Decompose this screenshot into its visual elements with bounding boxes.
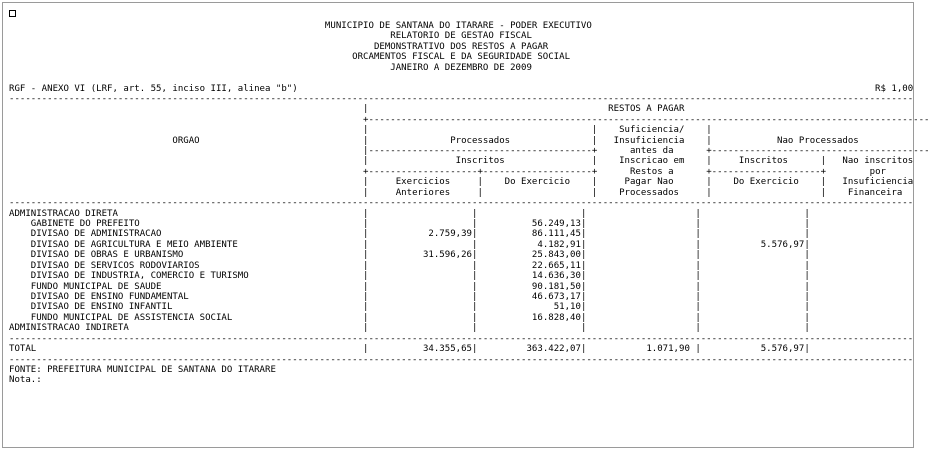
report-header-line: ORCAMENTOS FISCAL E DA SEGURIDADE SOCIAL bbox=[352, 52, 571, 63]
cell-do-exercicio: 22.665,11 bbox=[477, 260, 581, 271]
cell-np-inscritos bbox=[701, 229, 805, 239]
cell-do-exercicio: 25.843,00 bbox=[477, 250, 581, 261]
table-row-label: FUNDO MUNICIPAL DE ASSISTENCIA SOCIAL bbox=[9, 312, 364, 323]
cell-np-inscritos bbox=[701, 219, 805, 229]
report-sheet bbox=[2, 2, 930, 448]
table-row-label: GABINETE DO PREFEITO bbox=[9, 219, 364, 230]
cell-np-nao-inscritos bbox=[810, 292, 914, 302]
cell-do-exercicio: 90.181,50 bbox=[477, 281, 581, 292]
cell-suficiencia bbox=[586, 271, 690, 281]
cell-exercicios-anteriores bbox=[369, 323, 473, 333]
total-exercicios-anteriores: 34.355,65 bbox=[368, 344, 472, 355]
cell-exercicios-anteriores bbox=[369, 313, 473, 323]
footer-note: Nota.: bbox=[9, 375, 42, 386]
table-row-label: DIVISAO DE ENSINO FUNDAMENTAL bbox=[9, 291, 364, 302]
cell-suficiencia bbox=[586, 229, 690, 239]
total-do-exercicio: 363.422,07 bbox=[477, 344, 581, 355]
cell-np-nao-inscritos bbox=[810, 219, 914, 229]
table-row-label: DIVISAO DE AGRICULTURA E MEIO AMBIENTE bbox=[9, 239, 364, 250]
cell-suficiencia bbox=[586, 261, 690, 271]
table-row-label: ADMINISTRACAO DIRETA bbox=[9, 208, 364, 219]
cell-exercicios-anteriores bbox=[369, 271, 473, 281]
cell-np-nao-inscritos bbox=[810, 313, 914, 323]
cell-suficiencia bbox=[586, 209, 690, 219]
cell-do-exercicio: 86.111,45 bbox=[477, 229, 581, 240]
table-row-label: DIVISAO DE ENSINO INFANTIL bbox=[9, 302, 364, 313]
cell-suficiencia bbox=[586, 219, 690, 229]
table-row-label: ADMINISTRACAO INDIRETA bbox=[9, 323, 364, 334]
currency-label: R$ 1,00 bbox=[875, 83, 914, 94]
cell-np-nao-inscritos bbox=[810, 323, 914, 333]
cell-np-nao-inscritos bbox=[810, 302, 914, 312]
cell-exercicios-anteriores bbox=[369, 292, 473, 302]
fiscal-report-text: MUNICIPIO DE SANTANA DO ITARARE - PODER EXECUTIVO RELATORIO DE GESTAO FISCAL DEMONSTRATIVO DOS RESTOS A PAGAR ORCAMENTOS FISCAL E DA SEGURIDADE SOCIAL JANEIRO A DEZEMBRO DE 2009 RGF - ANEXO VI (LRF, art. 55, inciso III, alinea "b") R$ 1,00 ---------------------------------------------------------------------------------------------------------------------------------------------------------------------- | RESTOS A PAGAR +------------------------------------------------------------------------------------------------------- | | Suficiencia/ | ORGAO | Processados | Insuficiencia | Nao Processados |-----------------------------------------+ antes da +---------------------------------------- | Inscritos | Inscricao em | Inscritos | Nao inscritos +--------------------+--------------------+ Restos a +--------------------+ por | Exercicios | Do Exercicio | Pagar Nao | Do Exercicio | Insuficiencia | Anteriores | | Processados | | Financeira ---------------------------------------------------------------------------------------------------------------------------------------------------------------------- ADMINISTRACAO DIRETA | | | | | GABINETE DO PREFEITO | | 56.249,13| | | DIVISAO DE ADMINISTRACAO | 2.759,39| 86.111,45| | | DIVISAO DE AGRICULTURA E MEIO AMBIENTE | | 4.182,91| | 5.576,97| DIVISAO DE OBRAS E URBANISMO | 31.596,26| 25.843,00| | | DIVISAO DE SERVICOS RODOVIARIOS | | 22.665,11| | | DIVISAO DE INDUSTRIA, COMERCIO E TURISMO | | 14.636,30| | | FUNDO MUNICIPAL DE SAUDE | | 90.181,50| | | DIVISAO DE ENSINO FUNDAMENTAL | | 46.673,17| | | DIVISAO DE ENSINO INFANTIL | | 51,10| | | FUNDO MUNICIPAL DE ASSISTENCIA SOCIAL | | 16.828,40| | | ADMINISTRACAO INDIRETA | | | | | ---------------------------------------------------------------------------------------------------------------------------------------------------------------------- TOTAL | 34.355,65| 363.422,07| 1.071,90 | 5.576,97| ---------------------------------------------------------------------------------------------------------------------------------------------------------------------- FONTE: PREFEITURA MUNICIPAL DE SANTANA DO ITARARE Nota.: bbox=[9, 21, 930, 386]
cell-exercicios-anteriores bbox=[369, 302, 473, 312]
cell-np-inscritos bbox=[701, 282, 805, 292]
cell-exercicios-anteriores bbox=[369, 219, 473, 229]
annex-label: RGF - ANEXO VI (LRF, art. 55, inciso III, alinea "b") bbox=[9, 83, 298, 94]
cell-suficiencia bbox=[586, 302, 690, 312]
cell-suficiencia bbox=[586, 313, 690, 323]
cell-do-exercicio: 4.182,91 bbox=[477, 239, 581, 250]
cell-np-inscritos bbox=[701, 250, 805, 260]
cell-exercicios-anteriores bbox=[369, 282, 473, 292]
cell-do-exercicio bbox=[477, 323, 581, 333]
cell-np-inscritos bbox=[701, 261, 805, 271]
total-np-nao-inscritos bbox=[810, 344, 914, 354]
cell-exercicios-anteriores bbox=[369, 261, 473, 271]
report-header-line: JANEIRO A DEZEMBRO DE 2009 bbox=[390, 62, 532, 73]
cell-np-nao-inscritos bbox=[810, 229, 914, 239]
cell-np-nao-inscritos bbox=[810, 282, 914, 292]
cell-suficiencia bbox=[586, 292, 690, 302]
cell-do-exercicio: 56.249,13 bbox=[477, 219, 581, 230]
cell-np-nao-inscritos bbox=[810, 209, 914, 219]
table-row-label: DIVISAO DE SERVICOS RODOVIARIOS bbox=[9, 260, 364, 271]
table-row-label: DIVISAO DE INDUSTRIA, COMERCIO E TURISMO bbox=[9, 271, 364, 282]
cell-np-inscritos bbox=[701, 313, 805, 323]
cell-np-inscritos: 5.576,97 bbox=[700, 239, 805, 250]
cell-np-nao-inscritos bbox=[810, 271, 914, 281]
total-suficiencia: 1.071,90 bbox=[586, 344, 690, 355]
table-row-label: DIVISAO DE OBRAS E URBANISMO bbox=[9, 250, 364, 261]
cell-np-nao-inscritos bbox=[810, 250, 914, 260]
cell-np-inscritos bbox=[701, 292, 805, 302]
report-header-line: RELATORIO DE GESTAO FISCAL bbox=[390, 31, 532, 42]
cell-np-inscritos bbox=[701, 302, 805, 312]
cell-suficiencia bbox=[586, 240, 690, 250]
cell-np-inscritos bbox=[701, 271, 805, 281]
cell-np-inscritos bbox=[701, 323, 805, 333]
cell-suficiencia bbox=[586, 250, 690, 260]
total-np-inscritos: 5.576,97 bbox=[700, 344, 805, 355]
report-header-line: MUNICIPIO DE SANTANA DO ITARARE - PODER EXECUTIVO bbox=[324, 21, 592, 31]
cell-do-exercicio bbox=[477, 209, 581, 219]
cell-np-nao-inscritos bbox=[810, 261, 914, 271]
footer-source: FONTE: PREFEITURA MUNICIPAL DE SANTANA DO ITARARE bbox=[9, 364, 276, 375]
cell-exercicios-anteriores: 2.759,39 bbox=[368, 229, 472, 240]
cell-np-nao-inscritos bbox=[810, 240, 914, 250]
cell-suficiencia bbox=[586, 323, 690, 333]
table-row-label: DIVISAO DE ADMINISTRACAO bbox=[9, 229, 364, 240]
cell-do-exercicio: 16.828,40 bbox=[477, 312, 581, 323]
cell-exercicios-anteriores bbox=[369, 240, 473, 250]
cell-np-inscritos bbox=[701, 209, 805, 219]
cell-do-exercicio: 51,10 bbox=[477, 302, 581, 313]
cell-exercicios-anteriores: 31.596,26 bbox=[368, 250, 472, 261]
total-label: TOTAL bbox=[9, 344, 364, 355]
cell-do-exercicio: 14.636,30 bbox=[477, 271, 581, 282]
cell-suficiencia bbox=[586, 282, 690, 292]
table-row-label: FUNDO MUNICIPAL DE SAUDE bbox=[9, 281, 364, 292]
cell-do-exercicio: 46.673,17 bbox=[477, 291, 581, 302]
cell-exercicios-anteriores bbox=[369, 209, 473, 219]
select-checkbox[interactable] bbox=[9, 10, 16, 17]
report-header-line: DEMONSTRATIVO DOS RESTOS A PAGAR bbox=[373, 41, 549, 52]
